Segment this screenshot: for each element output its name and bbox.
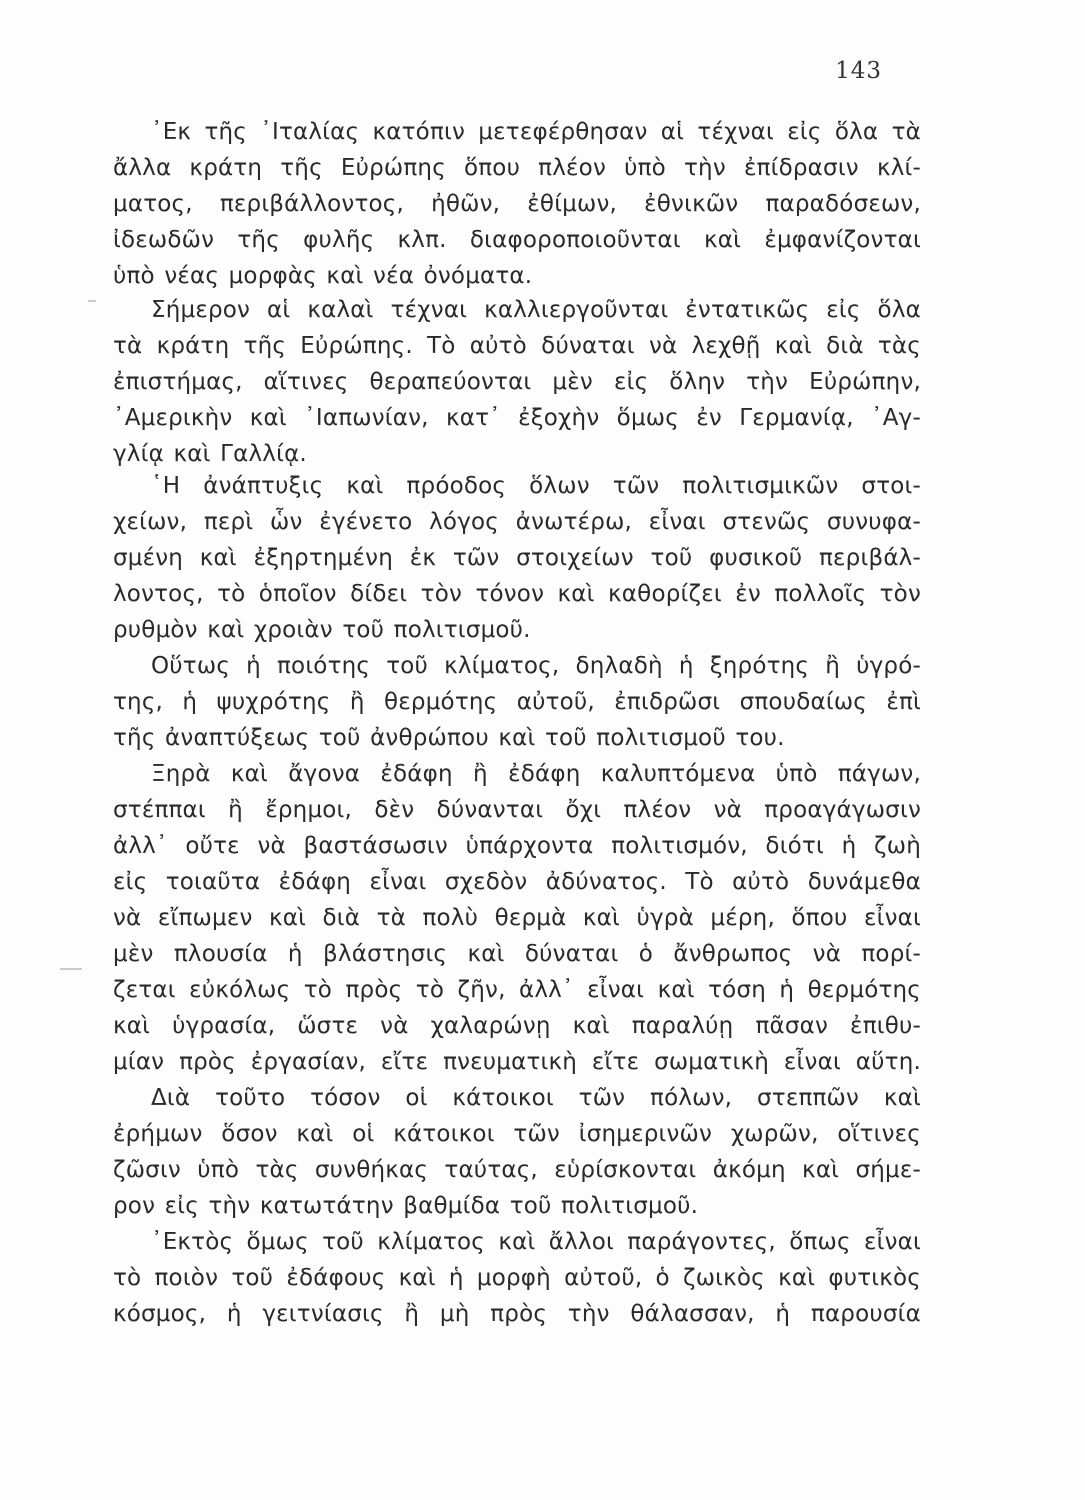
text-line: ζεται εὐκόλως τὸ πρὸς τὸ ζῆν, ἀλλ᾿ εἶναι καὶ τόση ἡ θερμότης — [113, 977, 921, 1003]
text-line: λοντος, τὸ ὁποῖον δίδει τὸν τόνον καὶ καθορίζει ἐν πολλοῖς τὸν — [113, 581, 921, 607]
text-line: Ξηρὰ καὶ ἄγονα ἐδάφη ἢ ἐδάφη καλυπτόμενα ὑπὸ πάγων, — [151, 761, 921, 787]
text-line: τὸ ποιὸν τοῦ ἐδάφους καὶ ἡ μορφὴ αὐτοῦ, ὁ ζωικὸς καὶ φυτικὸς — [113, 1265, 921, 1291]
text-line: ᾿Εκτὸς ὅμως τοῦ κλίματος καὶ ἄλλοι παράγοντες, ὅπως εἶναι — [151, 1229, 921, 1255]
text-line: σμένη καὶ ἐξηρτημένη ἐκ τῶν στοιχείων τοῦ φυσικοῦ περιβάλ- — [113, 545, 921, 571]
text-line: ζῶσιν ὑπὸ τὰς συνθήκας ταύτας, εὑρίσκονται ἀκόμη καὶ σήμε- — [113, 1157, 921, 1183]
text-line: καὶ ὑγρασία, ὥστε νὰ χαλαρώνῃ καὶ παραλύῃ πᾶσαν ἐπιθυ- — [113, 1013, 921, 1039]
text-line: νὰ εἴπωμεν καὶ διὰ τὰ πολὺ θερμὰ καὶ ὑγρὰ μέρη, ὅπου εἶναι — [113, 905, 921, 931]
text-line: τὰ κράτη τῆς Εὐρώπης. Τὸ αὐτὸ δύναται νὰ λεχθῇ καὶ διὰ τὰς — [113, 333, 921, 359]
text-line: ἀλλ᾿ οὔτε νὰ βαστάσωσιν ὑπάρχοντα πολιτισμόν, διότι ἡ ζωὴ — [113, 833, 921, 859]
text-line: Οὕτως ἡ ποιότης τοῦ κλίματος, δηλαδὴ ἡ ξηρότης ἢ ὑγρό- — [151, 653, 921, 679]
text-line: μὲν πλουσία ἡ βλάστησις καὶ δύναται ὁ ἄνθρωπος νὰ πορί- — [113, 941, 921, 967]
text-line: τῆς ἀναπτύξεως τοῦ ἀνθρώπου καὶ τοῦ πολιτισμοῦ του. — [113, 725, 785, 751]
text-line: εἰς τοιαῦτα ἐδάφη εἶναι σχεδὸν ἀδύνατος. Τὸ αὐτὸ δυνάμεθα — [113, 869, 921, 895]
text-line: μίαν πρὸς ἐργασίαν, εἴτε πνευματικὴ εἴτε σωματικὴ εἶναι αὕτη. — [113, 1049, 921, 1075]
text-line: στέππαι ἢ ἔρημοι, δὲν δύνανται ὄχι πλέον νὰ προαγάγωσιν — [113, 797, 921, 823]
scan-mark — [88, 300, 96, 302]
text-line: γλίᾳ καὶ Γαλλίᾳ. — [113, 441, 307, 467]
scan-mark — [60, 968, 82, 970]
text-line: ἐρήμων ὅσον καὶ οἱ κάτοικοι τῶν ἰσημερινῶν χωρῶν, οἵτινες — [113, 1121, 921, 1147]
page-number: 143 — [835, 58, 882, 84]
text-line: Σήμερον αἱ καλαὶ τέχναι καλλιεργοῦνται ἐντατικῶς εἰς ὅλα — [151, 297, 921, 323]
text-line: ῾Η ἀνάπτυξις καὶ πρόοδος ὅλων τῶν πολιτισμικῶν στοι- — [151, 473, 921, 499]
text-line: ματος, περιβάλλοντος, ἠθῶν, ἐθίμων, ἐθνικῶν παραδόσεων, — [113, 191, 921, 217]
text-line: ἰδεωδῶν τῆς φυλῆς κλπ. διαφοροποιοῦνται καὶ ἐμφανίζονται — [113, 227, 921, 253]
text-line: ἄλλα κράτη τῆς Εὐρώπης ὅπου πλέον ὑπὸ τὴν ἐπίδρασιν κλί- — [113, 155, 921, 181]
text-line: της, ἡ ψυχρότης ἢ θερμότης αὐτοῦ, ἐπιδρῶσι σπουδαίως ἐπὶ — [113, 689, 921, 715]
text-line: ᾿Αμερικὴν καὶ ᾿Ιαπωνίαν, κατ᾿ ἐξοχὴν ὅμως ἐν Γερμανίᾳ, ᾿Αγ- — [113, 405, 921, 431]
text-line: ὑπὸ νέας μορφὰς καὶ νέα ὀνόματα. — [113, 263, 533, 289]
text-line: χείων, περὶ ὧν ἐγένετο λόγος ἀνωτέρω, εἶναι στενῶς συνυφα- — [113, 509, 921, 535]
text-line: Διὰ τοῦτο τόσον οἱ κάτοικοι τῶν πόλων, στεππῶν καὶ — [151, 1085, 921, 1111]
text-line: κόσμος, ἡ γειτνίασις ἢ μὴ πρὸς τὴν θάλασσαν, ἡ παρουσία — [113, 1301, 921, 1327]
text-line: ᾿Εκ τῆς ᾿Ιταλίας κατόπιν μετεφέρθησαν αἱ τέχναι εἰς ὅλα τὰ — [151, 119, 921, 145]
text-line: ρον εἰς τὴν κατωτάτην βαθμίδα τοῦ πολιτισμοῦ. — [113, 1193, 699, 1219]
text-line: ρυθμὸν καὶ χροιὰν τοῦ πολιτισμοῦ. — [113, 617, 531, 643]
text-line: ἐπιστήμας, αἵτινες θεραπεύονται μὲν εἰς ὅλην τὴν Εὐρώπην, — [113, 369, 921, 395]
